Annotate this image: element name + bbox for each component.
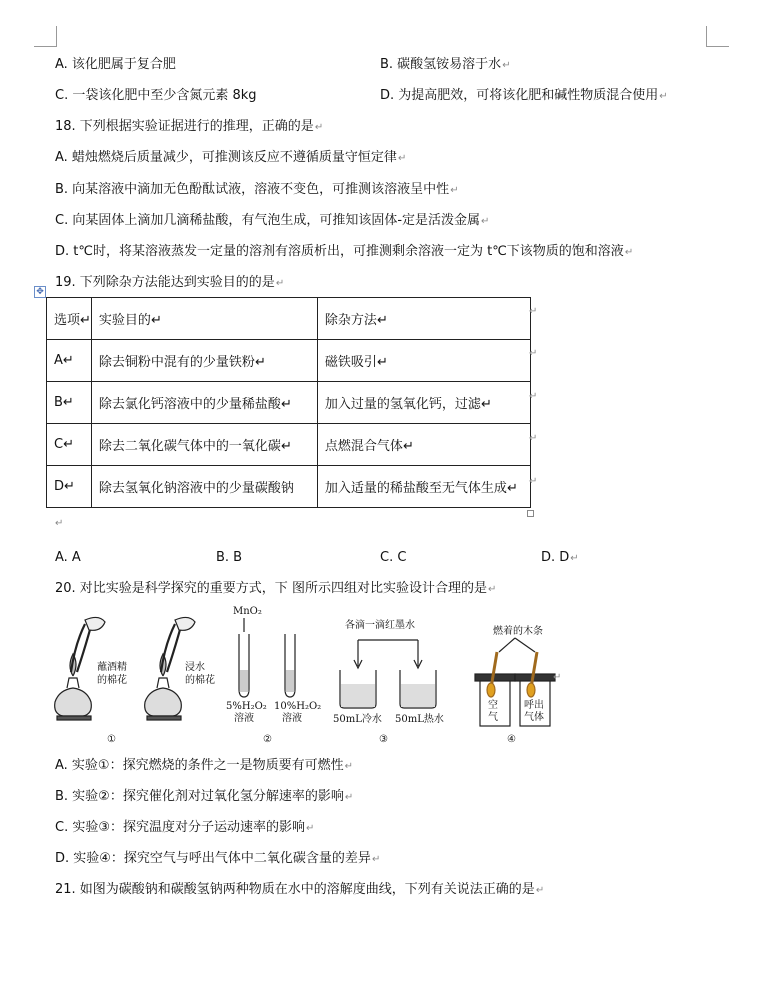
q20-option-c: C. 实验③：探究温度对分子运动速率的影响↵ (55, 820, 315, 835)
q18-option-a: A. 蜡烛燃烧后质量减少，可推测该反应不遵循质量守恒定律↵ (55, 150, 407, 165)
table-row (47, 466, 531, 508)
q18-option-b: B. 向某溶液中滴加无色酚酞试液，溶液不变色，可推测该溶液呈中性↵ (55, 182, 459, 197)
table-cell: 除去二氧化碳气体中的一氧化碳↵ (91, 424, 317, 466)
exp4-right-label: 气体 (524, 712, 544, 723)
exp2-test-tubes (239, 618, 295, 697)
q17-option-a: A. 该化肥属于复合肥 (55, 57, 176, 72)
table-cell: D↵ (47, 466, 92, 508)
table-header-cell: 选项↵ (47, 298, 92, 340)
q17-option-d: D. 为提高肥效，可将该化肥和碱性物质混合使用↵ (380, 88, 668, 103)
q20-option-b: B. 实验②：探究催化剂对过氧化氢分解速率的影响↵ (55, 789, 354, 804)
exp1-label-left: 的棉花 (97, 675, 127, 686)
q19-table (46, 297, 531, 508)
exp3-right-label: 50mL热水 (395, 714, 444, 725)
exp2-top-label: MnO₂ (233, 606, 262, 617)
exp1-label-right: 的棉花 (185, 675, 215, 686)
q17-option-c: C. 一袋该化肥中至少含氮元素 8kg (55, 88, 257, 103)
exp3-beakers (340, 640, 436, 708)
page-corner-mark-top-left (34, 26, 57, 47)
exp-number-1: ① (107, 734, 116, 745)
table-cell: 磁铁吸引↵ (317, 340, 530, 382)
exp1-label-left: 蘸酒精 (97, 662, 127, 673)
table-cell: 除去氯化钙溶液中的少量稀盐酸↵ (91, 382, 317, 424)
exp-number-3: ③ (379, 734, 388, 745)
q20-experiment-figure (45, 604, 565, 749)
exp4-top-label: 燃着的木条 (493, 626, 543, 637)
q20-option-d: D. 实验④：探究空气与呼出气体中二氧化碳含量的差异↵ (55, 851, 381, 866)
q19-stem: 19. 下列除杂方法能达到实验目的的是↵ (55, 275, 285, 290)
exp4-right-label: 呼出 (524, 700, 544, 711)
exp4-left-label: 气 (488, 712, 498, 723)
figure-end-mark: ↵ (553, 672, 562, 683)
q18-option-c: C. 向某固体上滴加几滴稀盐酸，有气泡生成，可推知该固体-定是活泼金属↵ (55, 213, 490, 228)
exp4-left-label: 空 (488, 700, 498, 711)
table-row (47, 340, 531, 382)
q21-stem: 21. 如图为碳酸钠和碳酸氢钠两种物质在水中的溶解度曲线，下列有关说法正确的是↵ (55, 882, 545, 897)
q18-stem: 18. 下列根据实验证据进行的推理，正确的是↵ (55, 119, 324, 134)
table-row (47, 424, 531, 466)
row-end-mark: ↵ (529, 433, 538, 444)
row-end-mark: ↵ (529, 306, 538, 317)
page-corner-mark-top-right (706, 26, 729, 47)
exp3-left-label: 50mL冷水 (333, 714, 382, 725)
table-resize-handle[interactable] (527, 510, 534, 517)
table-cell: A↵ (47, 340, 92, 382)
exp2-right-label: 溶液 (282, 713, 302, 724)
exp-number-4: ④ (507, 734, 516, 745)
q19-option-b: B. B (216, 550, 243, 565)
exp2-right-label: 10%H₂O₂ (274, 701, 322, 712)
table-header-cell: 实验目的↵ (91, 298, 317, 340)
q18-option-d: D. t℃时，将某溶液蒸发一定量的溶剂有溶质析出，可推测剩余溶液一定为 t℃下该物质的饱和溶液↵ (55, 244, 634, 259)
experiment-illustration (45, 604, 565, 749)
table-cell: 除去氢氧化钠溶液中的少量碳酸钠 (91, 466, 317, 508)
table-move-handle[interactable]: ✥ (34, 286, 46, 298)
row-end-mark: ↵ (529, 391, 538, 402)
q19-option-d: D. D↵ (541, 550, 579, 565)
table-cell: C↵ (47, 424, 92, 466)
table-cell: 点燃混合气体↵ (317, 424, 530, 466)
q20-option-a: A. 实验①：探究燃烧的条件之一是物质要有可燃性↵ (55, 758, 353, 773)
table-cell: 加入适量的稀盐酸至无气体生成↵ (317, 466, 530, 508)
exp-number-2: ② (263, 734, 272, 745)
empty-paragraph-mark: ↵ (55, 518, 64, 529)
table-cell: 加入过量的氢氧化钙，过滤↵ (317, 382, 530, 424)
row-end-mark: ↵ (529, 348, 538, 359)
q20-stem: 20. 对比实验是科学探究的重要方式，下 图所示四组对比实验设计合理的是↵ (55, 581, 497, 596)
q19-option-a: A. A (55, 550, 81, 565)
row-end-mark: ↵ (529, 476, 538, 487)
exp2-left-label: 5%H₂O₂ (226, 701, 267, 712)
exp3-top-label: 各滴一滴红墨水 (345, 620, 415, 631)
table-row (47, 382, 531, 424)
exp2-left-label: 溶液 (234, 713, 254, 724)
q17-option-b: B. 碳酸氢铵易溶于水↵ (380, 57, 511, 72)
table-header-cell: 除杂方法↵ (317, 298, 530, 340)
table-header-row (47, 298, 531, 340)
q19-option-c: C. C (380, 550, 407, 565)
exp1-label-right: 浸水 (185, 662, 205, 673)
table-cell: 除去铜粉中混有的少量铁粉↵ (91, 340, 317, 382)
table-cell: B↵ (47, 382, 92, 424)
